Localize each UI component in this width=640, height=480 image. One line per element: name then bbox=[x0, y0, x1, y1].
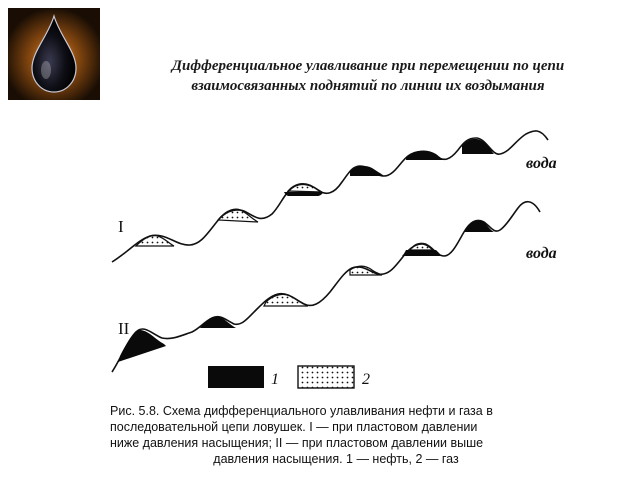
trap-chain-diagram bbox=[100, 120, 580, 400]
figure-caption bbox=[110, 403, 562, 467]
title-line-2: взаимосвязанных поднятий по линии их воздымания bbox=[191, 78, 545, 94]
caption-line-1: Рис. 5.8. Схема дифференциального улавливания нефти и газа в bbox=[110, 404, 493, 418]
row-1-oil-trap-5 bbox=[406, 151, 444, 160]
legend-gas-swatch bbox=[298, 366, 354, 388]
row-1-label: I bbox=[118, 217, 124, 236]
legend-oil-number: 1 bbox=[271, 371, 279, 388]
oil-drop-logo bbox=[8, 8, 100, 100]
row-1-gas-trap-3 bbox=[288, 184, 322, 192]
row-2-gas-trap-3 bbox=[264, 294, 308, 306]
row-2-gas-trap-4 bbox=[350, 266, 382, 275]
row-1-oil-trap-3 bbox=[284, 192, 324, 196]
caption-line-4: давления насыщения. 1 — нефть, 2 — газ bbox=[213, 452, 459, 466]
title-line-1: Дифференциальное улавливание при перемещении по цепи bbox=[171, 58, 565, 74]
caption-line-2: последовательной цепи ловушек. I — при пластовом давлении bbox=[110, 420, 478, 434]
row-2-gas-trap-5 bbox=[410, 243, 434, 250]
water-label-2: вода bbox=[526, 245, 557, 262]
caption-line-3: ниже давления насыщения; II — при пластовом давлении выше bbox=[110, 436, 484, 450]
water-label-1: вода bbox=[526, 155, 557, 172]
row-2-oil-trap-5 bbox=[402, 250, 442, 256]
row-2-label: II bbox=[118, 319, 130, 338]
slide-title bbox=[118, 56, 618, 96]
oil-drop-icon bbox=[8, 8, 100, 100]
legend-gas-number: 2 bbox=[362, 371, 370, 388]
legend-oil-swatch bbox=[208, 366, 264, 388]
row-1-gas-trap-1 bbox=[136, 235, 174, 246]
